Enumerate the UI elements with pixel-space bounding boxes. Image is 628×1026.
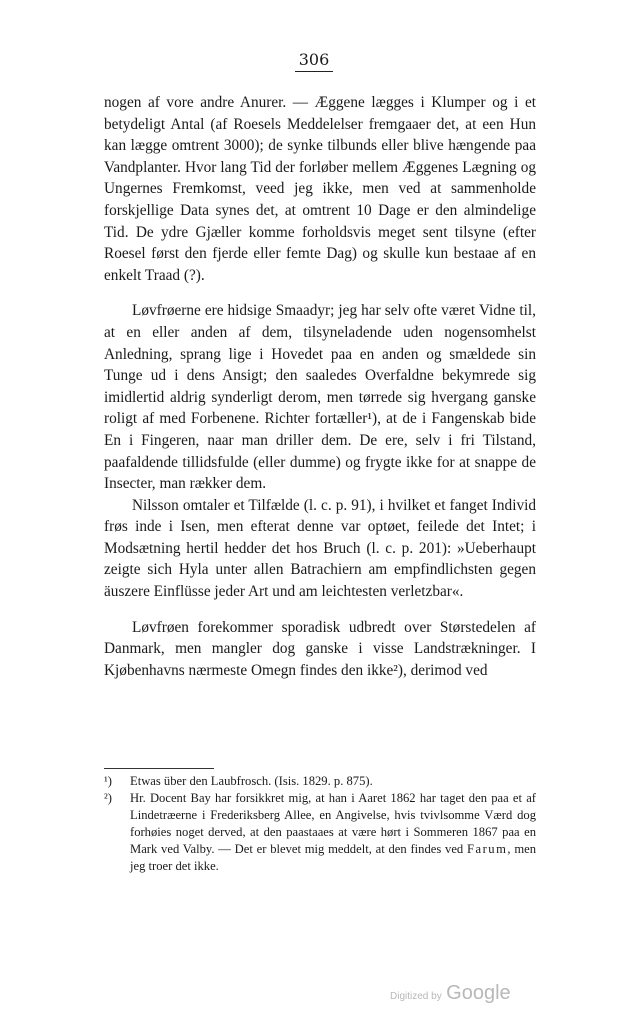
paragraph-3: Nilsson omtaler et Tilfælde (l. c. p. 91), i hvilket et fanget Individ frøs inde i Isen, men efterat denne var optøet, feilede det Intet; i Modsætning hertil hedder det hos Bruch (l. c. p. 201): »Ueberhaupt zeigte sich Hyla unter allen Batrachiern am empfindlichsten gegen äuszere Einflüsse jeder Art und am leichtesten verletzbar«.: [104, 496, 536, 601]
body-text: [104, 92, 536, 681]
footnote-1: [104, 773, 536, 790]
footnote-2-text-after: , men jeg troer det ikke.: [130, 842, 537, 873]
footnote-2-place-name: Farum: [467, 842, 508, 856]
footnote-2-text: [130, 790, 536, 875]
footnote-2-text-before: Hr. Docent Bay har forsikkret mig, at han i Aaret 1862 har taget den paa et af Lindetræerne i Frederiksberg Allee, en Angivelse, hvis tvivlsomme Værd dog forhøies noget derved, at den paastaaes at være hørt i Sommeren 1867 paa en Mark ved Valby. — Det er blevet mig meddelt, at den findes ved: [130, 791, 536, 856]
footnote-2: [104, 790, 536, 875]
footnotes: [104, 768, 536, 875]
digitized-watermark: [390, 982, 511, 1005]
footnote-rule: [104, 768, 214, 769]
watermark-prefix: Digitized by: [390, 991, 442, 1002]
paragraph-4: Løvfrøen forekommer sporadisk udbredt over Størstedelen af Danmark, men mangler dog ganske i visse Landstrækninger. I Kjøbenhavns nærmeste Omegn findes den ikke²), derimod ved: [104, 618, 536, 679]
footnote-1-mark: ¹): [104, 774, 112, 788]
footnote-1-text: Etwas über den Laubfrosch. (Isis. 1829. p. 875).: [130, 774, 373, 788]
paragraph-2: Løvfrøerne ere hidsige Smaadyr; jeg har selv ofte været Vidne til, at en eller anden af dem, tilsyneladende uden nogensomhelst Anledning, sprang lige i Hovedet paa en anden og smældede sin Tunge ud i dens Ansigt; den saaledes Overfaldne bekymrede sig imidlertid aldrig synderligt derom, men tørrede sig hvergang ganske roligt af med Forbenene. Richter fortæller¹), at de i Fangenskab bide En i Fingeren, naar man driller dem. De ere, selv i fri Tilstand, paafaldende tillidsfulde (eller dumme) og frygte ikke for at snappe de Insecter, man rækker dem.: [104, 302, 536, 493]
footnote-2-mark: ²): [104, 791, 112, 805]
page-number-value: 306: [295, 50, 334, 72]
page-number: [0, 50, 628, 72]
paragraph-1: nogen af vore andre Anurer. — Æggene lægges i Klumper og i et betydeligt Antal (af Roesels Meddelelser fremgaaer det, at een Hun kan lægge omtrent 3000); de synke tilbunds eller blive hængende paa Vandplanter. Hvor lang Tid der forløber mellem Æggenes Lægning og Ungernes Fremkomst, veed jeg ikke, men ved at sammenholde forskjellige Data synes det, at omtrent 10 Dage er den almindelige Tid. De ydre Gjæller komme forholdsvis meget sent tilsyne (efter Roesel først den fjerde eller femte Dag) og skulle kun bestaae af en enkelt Traad (?).: [104, 94, 536, 284]
google-logo: Google: [446, 982, 511, 1004]
